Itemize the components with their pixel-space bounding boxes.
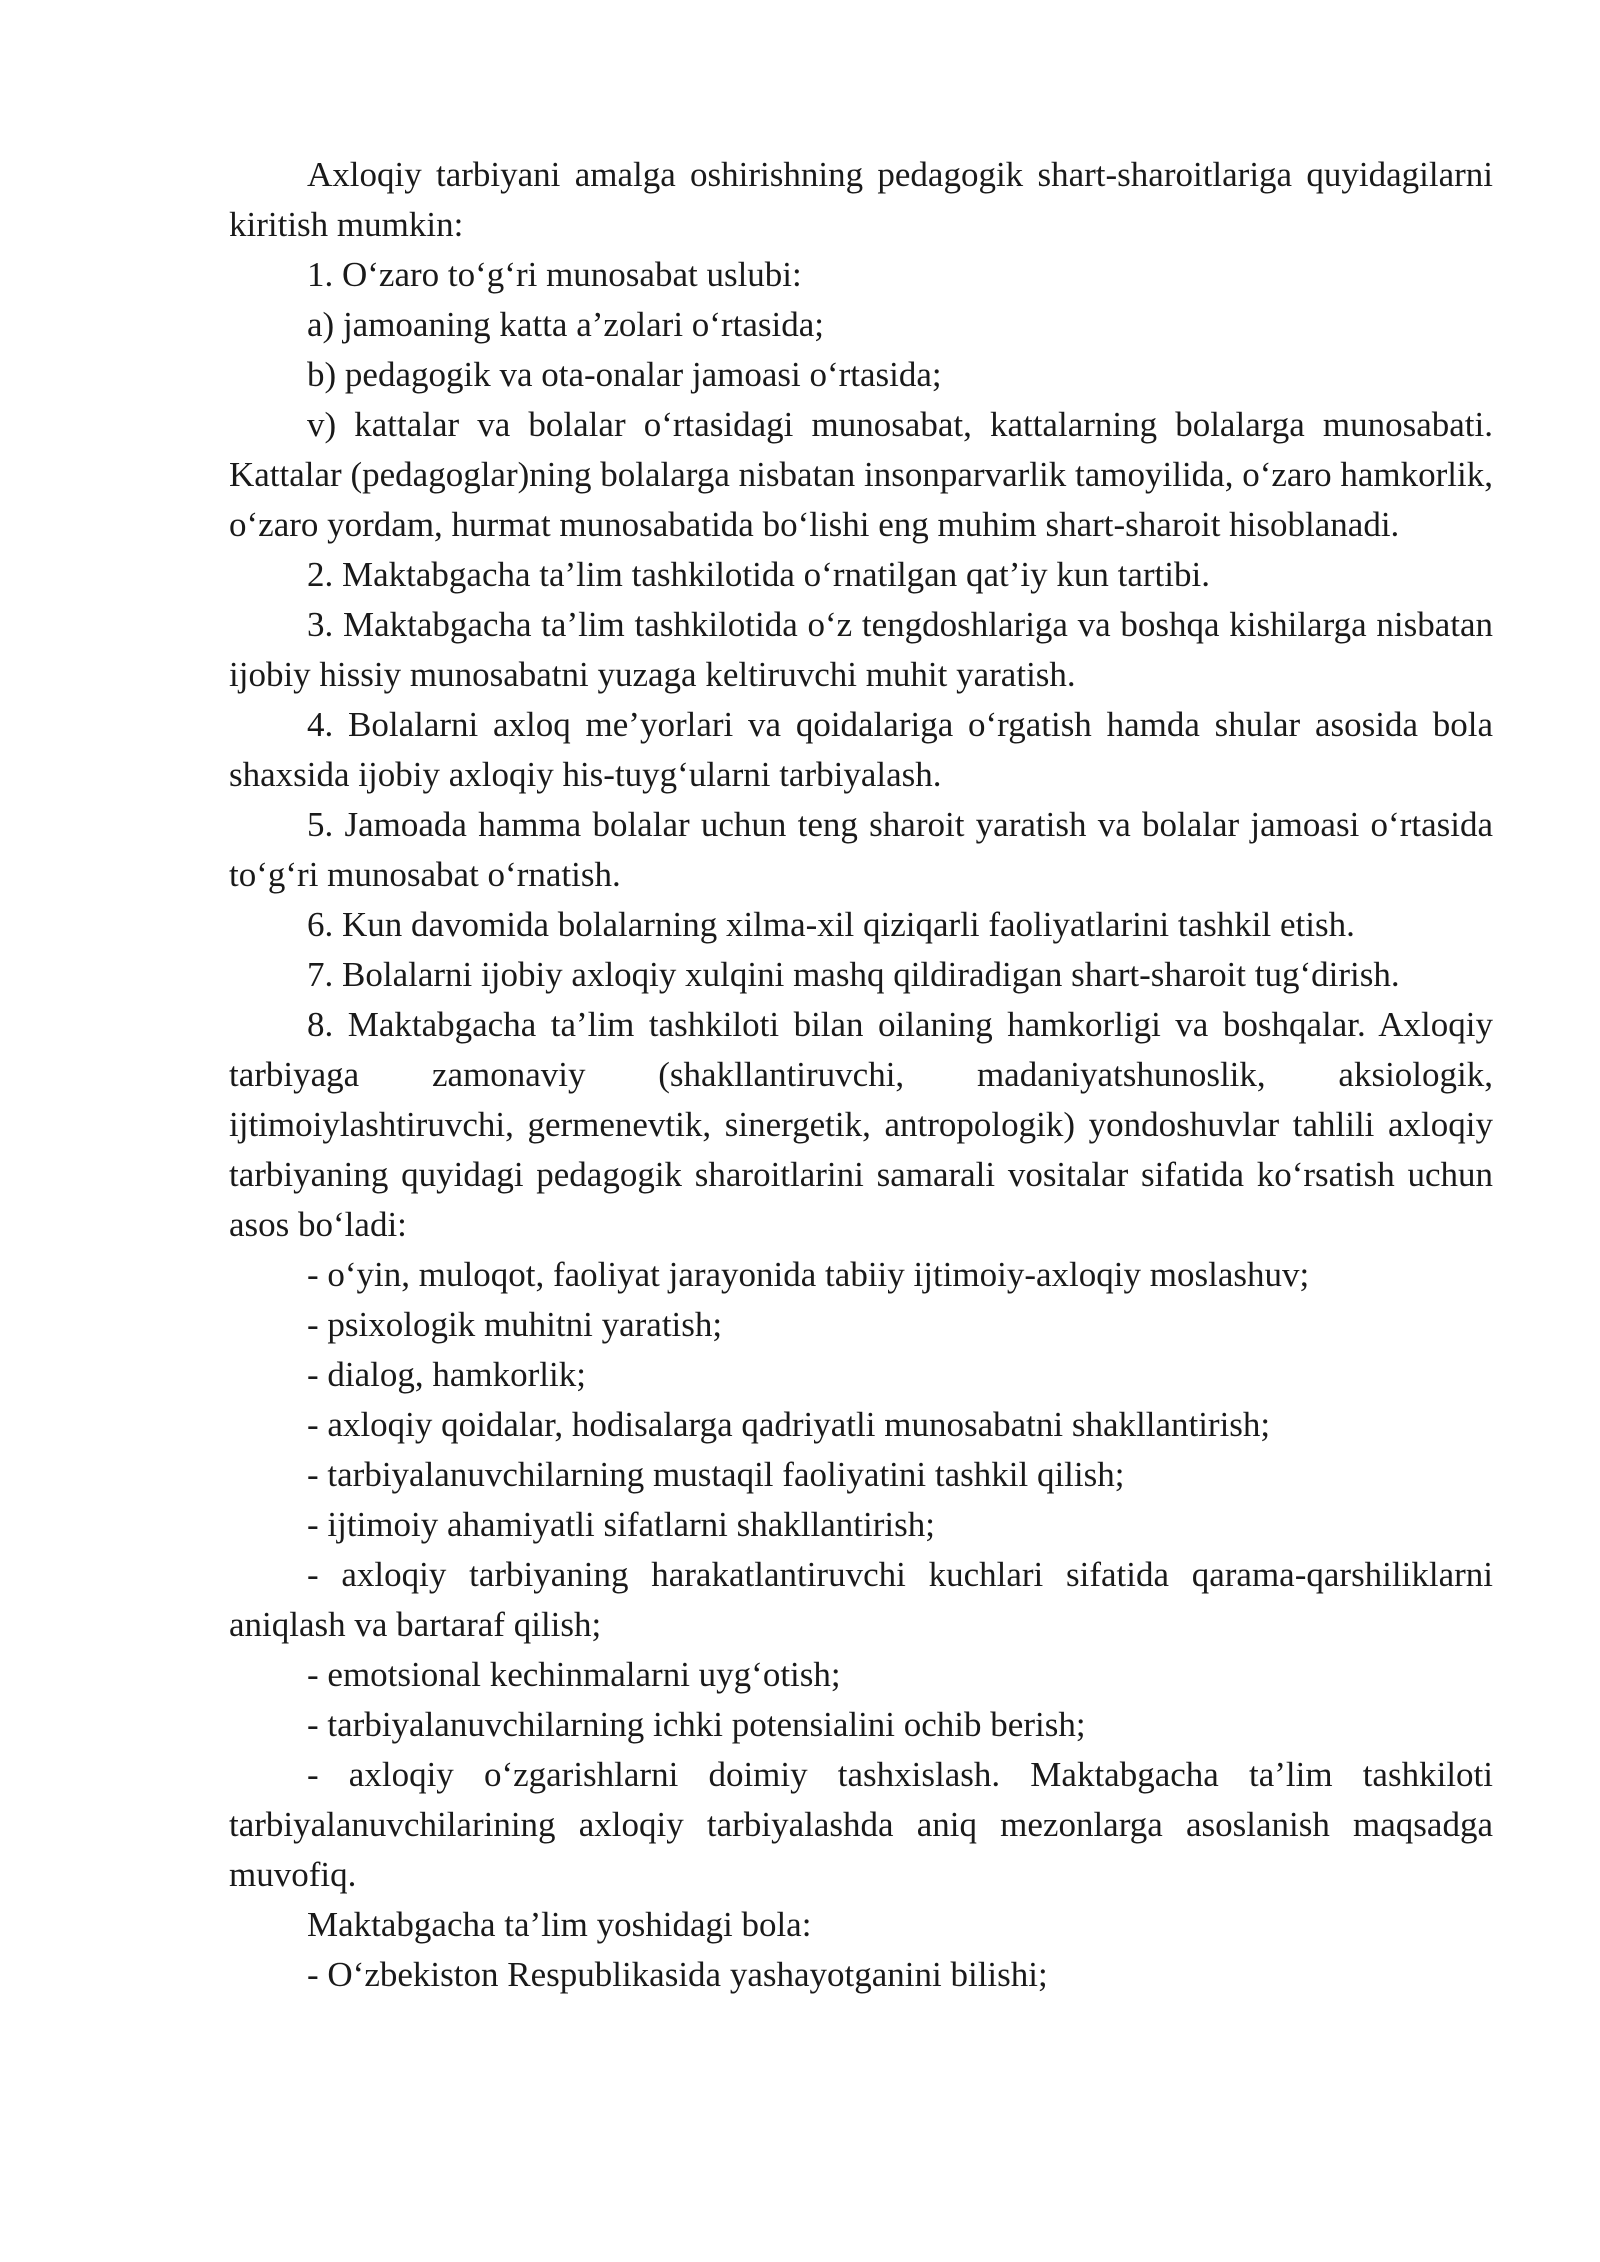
- list-item: 2. Maktabgacha ta’lim tashkilotida o‘rnatilgan qat’iy kun tartibi.: [307, 555, 1210, 594]
- list-item: - axloqiy tarbiyaning harakatlantiruvchi kuchlari sifatida qarama-qarshiliklarni aniqlash va bartaraf qilish;: [229, 1555, 1493, 1644]
- list-item: a) jamoaning katta a’zolari o‘rtasida;: [307, 305, 824, 344]
- list-item: - O‘zbekiston Respublikasida yashayotganini bilishi;: [307, 1955, 1048, 1994]
- list-item: - emotsional kechinmalarni uyg‘otish;: [307, 1655, 841, 1694]
- list-item: 3. Maktabgacha ta’lim tashkilotida o‘z tengdoshlariga va boshqa kishilarga nisbatan ijobiy hissiy munosabatni yuzaga keltiruvchi muhit yaratish.: [229, 605, 1493, 694]
- list-item: - psixologik muhitni yaratish;: [307, 1305, 723, 1344]
- list-item: b) pedagogik va ota-onalar jamoasi o‘rtasida;: [307, 355, 942, 394]
- list-item: 4. Bolalarni axloq me’yorlari va qoidalariga o‘rgatish hamda shular asosida bola shaxsida ijobiy axloqiy his-tuyg‘ularni tarbiyalash.: [229, 705, 1493, 794]
- list-item: 6. Kun davomida bolalarning xilma-xil qiziqarli faoliyatlarini tashkil etish.: [307, 905, 1355, 944]
- paragraph: Axloqiy tarbiyani amalga oshirishning pedagogik shart-sharoitlariga quyidagilarni kiritish mumkin:: [229, 155, 1493, 244]
- list-item: - dialog, hamkorlik;: [307, 1355, 586, 1394]
- list-item: 5. Jamoada hamma bolalar uchun teng sharoit yaratish va bolalar jamoasi o‘rtasida to‘g‘ri munosabat o‘rnatish.: [229, 805, 1493, 894]
- list-item: - axloqiy o‘zgarishlarni doimiy tashxislash. Maktabgacha ta’lim tashkiloti tarbiyalanuvchilarining axloqiy tarbiyalashda aniq mezonlarga asoslanish maqsadga muvofiq.: [229, 1755, 1493, 1894]
- list-item: 1. O‘zaro to‘g‘ri munosabat uslubi:: [307, 255, 802, 294]
- list-item: - tarbiyalanuvchilarning mustaqil faoliyatini tashkil qilish;: [307, 1455, 1125, 1494]
- list-item: - ijtimoiy ahamiyatli sifatlarni shakllantirish;: [307, 1505, 935, 1544]
- list-item: - tarbiyalanuvchilarning ichki potensialini ochib berish;: [307, 1705, 1086, 1744]
- document-page: [229, 150, 1493, 2000]
- list-item: 8. Maktabgacha ta’lim tashkiloti bilan oilaning hamkorligi va boshqalar. Axloqiy tarbiyaga zamonaviy (shakllantiruvchi, madaniyatshunoslik, aksiologik, ijtimoiylashtiruvchi, germenevtik, sinergetik, antropologik) yondoshuvlar tahlili axloqiy tarbiyaning quyidagi pedagogik sharoitlarini samarali vositalar sifatida ko‘rsatish uchun asos bo‘ladi:: [229, 1005, 1493, 1244]
- list-item: 7. Bolalarni ijobiy axloqiy xulqini mashq qildiradigan shart-sharoit tug‘dirish.: [307, 955, 1400, 994]
- paragraph: Maktabgacha ta’lim yoshidagi bola:: [307, 1905, 812, 1944]
- list-item: - axloqiy qoidalar, hodisalarga qadriyatli munosabatni shakllantirish;: [307, 1405, 1271, 1444]
- list-item: v) kattalar va bolalar o‘rtasidagi munosabat, kattalarning bolalarga munosabati. Kattalar (pedagoglar)ning bolalarga nisbatan insonparvarlik tamoyilida, o‘zaro hamkorlik, o‘zaro yordam, hurmat munosabatida bo‘lishi eng muhim shart-sharoit hisoblanadi.: [229, 405, 1493, 544]
- list-item: - o‘yin, muloqot, faoliyat jarayonida tabiiy ijtimoiy-axloqiy moslashuv;: [307, 1255, 1310, 1294]
